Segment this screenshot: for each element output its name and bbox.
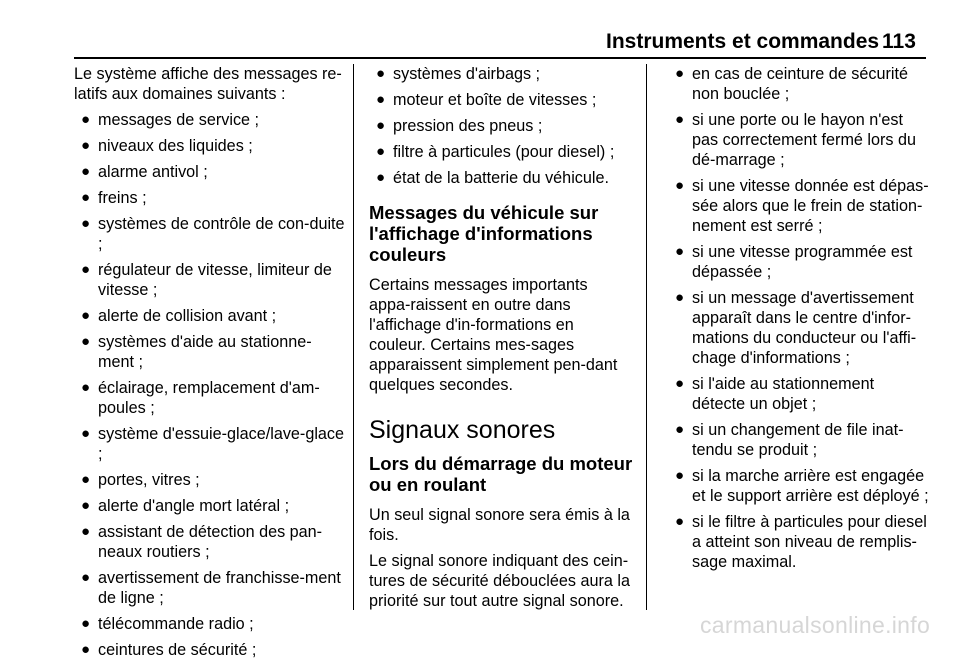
list-item-text: ceintures de sécurité ; bbox=[98, 641, 257, 659]
bullet-icon: ● bbox=[81, 307, 91, 324]
list-item-text: systèmes d'aide au stationne-ment ; bbox=[98, 333, 312, 371]
list-item-text: état de la batterie du véhicule. bbox=[393, 169, 609, 187]
list-item bbox=[668, 176, 930, 236]
list-item-text: éclairage, remplacement d'am-poules ; bbox=[98, 379, 320, 417]
list-item bbox=[74, 568, 346, 608]
bullet-icon: ● bbox=[675, 243, 685, 260]
bullet-icon: ● bbox=[376, 143, 386, 160]
bullet-icon: ● bbox=[675, 375, 685, 392]
bullet-icon: ● bbox=[376, 169, 386, 186]
list-item bbox=[668, 420, 930, 460]
list-item bbox=[74, 136, 346, 156]
bullet-icon: ● bbox=[675, 513, 685, 530]
bullet-icon: ● bbox=[675, 289, 685, 306]
list-item bbox=[74, 260, 346, 300]
list-item-text: si l'aide au stationnement détecte un objet ; bbox=[692, 375, 875, 413]
sound-paragraph-1: Un seul signal sonore sera émis à la fois. bbox=[369, 506, 630, 544]
list-item bbox=[74, 162, 346, 182]
list-item bbox=[668, 466, 930, 506]
intro-paragraph: Le système affiche des messages re-latifs aux domaines suivants : bbox=[74, 65, 342, 103]
list-item-text: pression des pneus ; bbox=[393, 117, 543, 135]
list-item-text: en cas de ceinture de sécurité non bouclée ; bbox=[692, 65, 908, 103]
column-divider-1 bbox=[353, 64, 354, 610]
list-item bbox=[74, 214, 346, 254]
bullet-icon: ● bbox=[81, 379, 91, 396]
list-item-text: si le filtre à particules pour diesel a atteint son niveau de remplis-sage maximal. bbox=[692, 513, 927, 571]
bullet-icon: ● bbox=[81, 189, 91, 206]
list-item bbox=[74, 110, 346, 130]
bullet-icon: ● bbox=[376, 65, 386, 82]
list-item bbox=[74, 188, 346, 208]
bullet-icon: ● bbox=[81, 333, 91, 350]
list-item bbox=[74, 332, 346, 372]
list-item-text: si la marche arrière est engagée et le support arrière est déployé ; bbox=[692, 467, 929, 505]
bullet-icon: ● bbox=[81, 641, 91, 658]
page-number: 113 bbox=[882, 30, 916, 53]
list-item-text: si un changement de file inat-tendu se produit ; bbox=[692, 421, 904, 459]
list-item-text: filtre à particules (pour diesel) ; bbox=[393, 143, 615, 161]
bullet-icon: ● bbox=[81, 425, 91, 442]
list-item-text: si une porte ou le hayon n'est pas correctement fermé lors du dé-marrage ; bbox=[692, 111, 917, 169]
bullet-icon: ● bbox=[81, 215, 91, 232]
watermark: carmanualsonline.info bbox=[700, 612, 931, 638]
list-item-text: systèmes de contrôle de con-duite ; bbox=[98, 215, 345, 253]
list-item bbox=[74, 470, 346, 490]
column-divider-2 bbox=[646, 64, 647, 610]
section-title-sound: Signaux sonores bbox=[369, 416, 556, 444]
bullet-icon: ● bbox=[376, 91, 386, 108]
list-item bbox=[369, 64, 633, 84]
list-item-text: messages de service ; bbox=[98, 111, 260, 129]
bullet-icon: ● bbox=[81, 471, 91, 488]
bullet-icon: ● bbox=[81, 137, 91, 154]
list-item-text: si une vitesse donnée est dépas-sée alors que le frein de station-nement est serré ; bbox=[692, 177, 929, 235]
header-divider bbox=[74, 57, 926, 59]
domain-list-continued bbox=[369, 64, 633, 188]
bullet-icon: ● bbox=[675, 467, 685, 484]
list-item-text: alarme antivol ; bbox=[98, 163, 208, 181]
bullet-icon: ● bbox=[376, 117, 386, 134]
column-1 bbox=[74, 64, 346, 660]
bullet-icon: ● bbox=[81, 569, 91, 586]
bullet-icon: ● bbox=[81, 111, 91, 128]
list-item bbox=[668, 374, 930, 414]
sound-trigger-list bbox=[668, 64, 930, 572]
list-item bbox=[369, 142, 633, 162]
list-item-text: si une vitesse programmée est dépassée ; bbox=[692, 243, 913, 281]
bullet-icon: ● bbox=[675, 65, 685, 82]
bullet-icon: ● bbox=[81, 615, 91, 632]
bullet-icon: ● bbox=[81, 261, 91, 278]
list-item bbox=[369, 116, 633, 136]
list-item-text: moteur et boîte de vitesses ; bbox=[393, 91, 597, 109]
list-item-text: avertissement de franchisse-ment de ligne ; bbox=[98, 569, 341, 607]
list-item bbox=[74, 496, 346, 516]
bullet-icon: ● bbox=[81, 523, 91, 540]
list-item bbox=[369, 90, 633, 110]
list-item-text: portes, vitres ; bbox=[98, 471, 200, 489]
list-item-text: freins ; bbox=[98, 189, 147, 207]
messages-paragraph: Certains messages importants appa-raissent en outre dans l'affichage d'in-formations en couleur. Certains mes-sages apparaissent simplement pen-dant quelques secondes. bbox=[369, 276, 618, 394]
list-item bbox=[74, 306, 346, 326]
bullet-icon: ● bbox=[675, 421, 685, 438]
list-item bbox=[74, 640, 346, 660]
list-item bbox=[668, 512, 930, 572]
list-item-text: alerte de collision avant ; bbox=[98, 307, 277, 325]
list-item bbox=[74, 424, 346, 464]
list-item bbox=[74, 522, 346, 562]
list-item-text: systèmes d'airbags ; bbox=[393, 65, 541, 83]
list-item bbox=[668, 64, 930, 104]
domain-list bbox=[74, 110, 346, 660]
page-header-title: Instruments et commandes bbox=[606, 30, 880, 53]
sound-paragraph-2: Le signal sonore indiquant des cein-tures de sécurité débouclées aura la priorité sur tout autre signal sonore. bbox=[369, 552, 630, 610]
list-item bbox=[668, 110, 930, 170]
list-item-text: alerte d'angle mort latéral ; bbox=[98, 497, 290, 515]
list-item-text: si un message d'avertissement apparaît dans le centre d'infor-mations du conducteur ou l'affi-chage d'informations ; bbox=[692, 289, 917, 367]
list-item-text: niveaux des liquides ; bbox=[98, 137, 253, 155]
column-2 bbox=[369, 64, 633, 611]
subheading-engine-start: Lors du démarrage du moteur ou en roulant bbox=[369, 453, 633, 495]
list-item bbox=[74, 614, 346, 634]
list-item bbox=[369, 168, 633, 188]
list-item-text: régulateur de vitesse, limiteur de vitesse ; bbox=[98, 261, 332, 299]
bullet-icon: ● bbox=[675, 111, 685, 128]
bullet-icon: ● bbox=[81, 497, 91, 514]
bullet-icon: ● bbox=[81, 163, 91, 180]
column-3 bbox=[668, 64, 930, 572]
bullet-icon: ● bbox=[675, 177, 685, 194]
list-item bbox=[668, 242, 930, 282]
list-item-text: système d'essuie-glace/lave-glace ; bbox=[98, 425, 345, 463]
list-item bbox=[668, 288, 930, 368]
list-item-text: télécommande radio ; bbox=[98, 615, 254, 633]
section-heading-messages: Messages du véhicule sur l'affichage d'informations couleurs bbox=[369, 202, 599, 265]
list-item-text: assistant de détection des pan-neaux routiers ; bbox=[98, 523, 323, 561]
list-item bbox=[74, 378, 346, 418]
